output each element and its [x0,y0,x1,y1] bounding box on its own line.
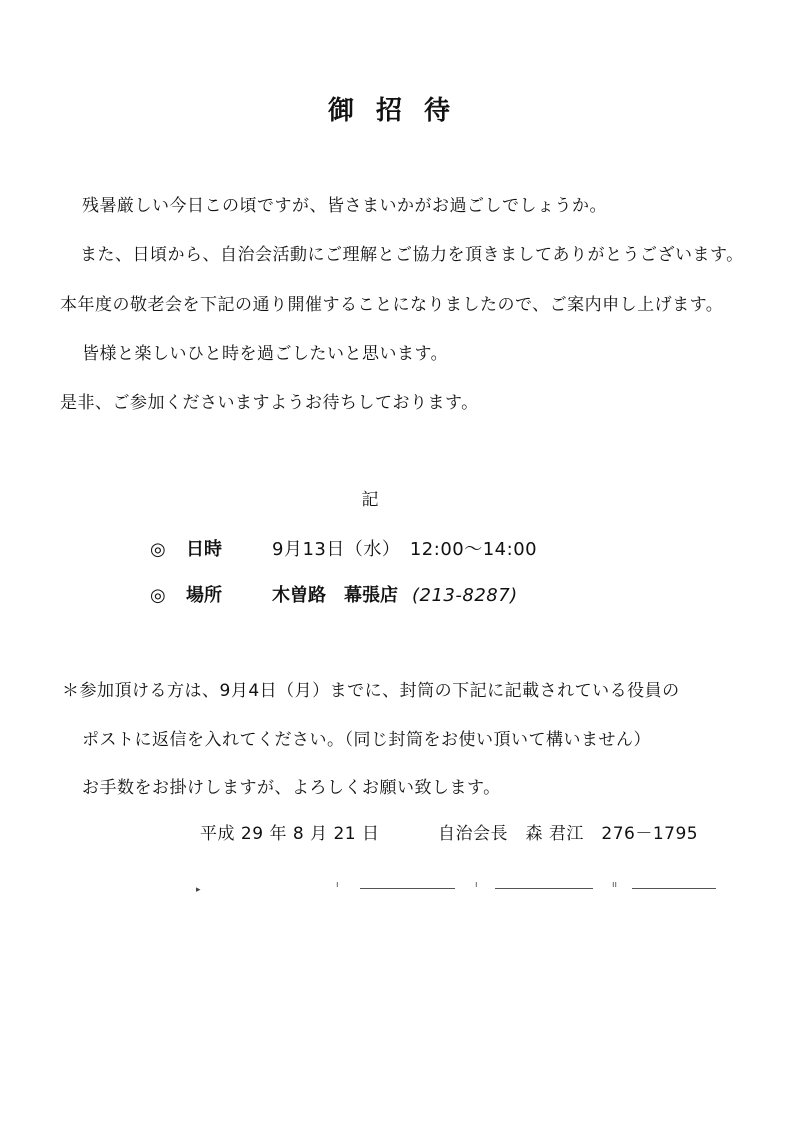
place-label: 場所 [186,585,222,606]
ki-heading: 記 [361,490,379,510]
greeting-line-5: 是非、ご参加くださいますようお待ちしております。 [60,393,479,413]
double-circle-icon: ◎ [150,539,166,560]
scan-mark: ı [475,880,478,890]
datetime-value: 9月13日（水） 12:00～14:00 [272,539,538,560]
note-line-2: ポストに返信を入れてください。（同じ封筒をお使い頂いて構いません） [82,730,651,750]
scan-mark: ▸ [196,885,201,895]
note-line-1: ＊参加頂ける方は、9月4日（月）までに、封筒の下記に記載されている役員の [62,681,680,701]
note-line-3: お手数をお掛けしますが、よろしくお願い致します。 [82,778,501,798]
sender-info: 自治会長 森 君江 276－1795 [438,824,699,844]
greeting-line-2: また、日頃から、自治会活動にご理解とご協力を頂きましてありがとうございます。 [80,245,744,265]
place-row [150,581,518,607]
greeting-line-4: 皆様と楽しいひと時を過ごしたいと思います。 [82,344,449,364]
place-value: 木曽路 幕張店 [272,585,398,606]
greeting-line-1: 残暑厳しい今日この頃ですが、皆さまいかがお過ごしでしょうか。 [82,196,607,216]
divider-line [495,888,593,889]
greeting-line-3: 本年度の敬老会を下記の通り開催することになりましたので、ご案内申し上げます。 [60,295,724,315]
scan-mark: ıı [612,880,618,890]
page-title: 御招待 [327,96,472,126]
datetime-row [150,535,537,561]
scan-mark: ı [336,880,339,890]
divider-line [632,888,716,889]
divider-line [360,888,455,889]
place-phone: (213-8287) [412,585,518,606]
double-circle-icon: ◎ [150,585,166,606]
datetime-label: 日時 [186,539,222,560]
issue-date: 平成 29 年 8 月 21 日 [200,824,380,844]
